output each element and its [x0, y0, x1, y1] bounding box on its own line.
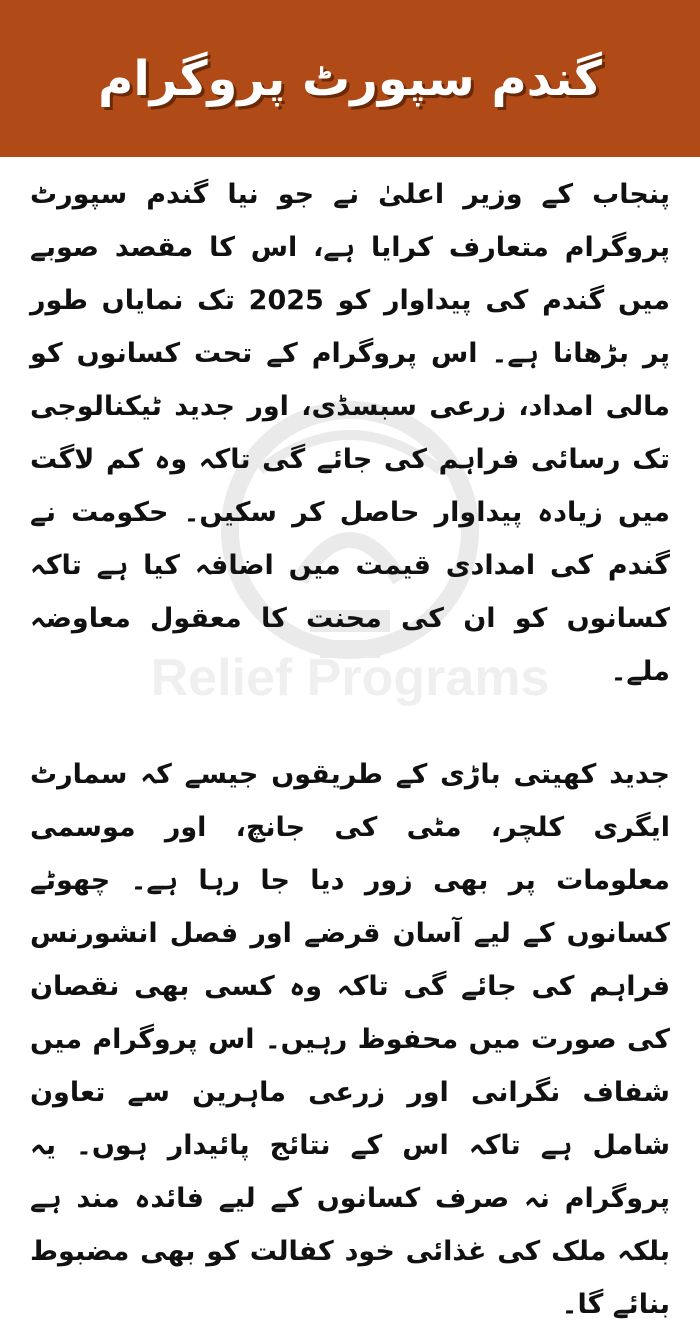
page-title: گندم سپورٹ پروگرام [98, 50, 602, 107]
article-body [30, 168, 670, 1331]
paragraph-1: پنجاب کے وزیر اعلیٰ نے جو نیا گندم سپورٹ پروگرام متعارف کرایا ہے، اس کا مقصد صوبے میں گندم کی پیداوار کو 2025 تک نمایاں طور پر بڑھانا ہے۔ اس پروگرام کے تحت کسانوں کو مالی امداد، زرعی سبسڈی، اور جدید ٹیکنالوجی تک رسائی فراہم کی جائے گی تاکہ وہ کم لاگت میں زیادہ پیداوار حاصل کر سکیں۔ حکومت نے گندم کی امدادی قیمت میں اضافہ کیا ہے تاکہ کسانوں کو ان کی محنت کا معقول معاوضہ ملے۔ [30, 179, 670, 687]
watermark-text: Relief Programs [150, 649, 550, 707]
paragraph-2: جدید کھیتی باڑی کے طریقوں جیسے کہ سمارٹ ایگری کلچر، مٹی کی جانچ، اور موسمی معلومات پر بھی زور دیا جا رہا ہے۔ چھوٹے کسانوں کے لیے آسان قرضے اور فصل انشورنس فراہم کی جائے گی تاکہ وہ کسی بھی نقصان کی صورت میں محفوظ رہیں۔ اس پروگرام میں شفاف نگرانی اور زرعی ماہرین سے تعاون شامل ہے تاکہ اس کے نتائج پائیدار ہوں۔ یہ پروگرام نہ صرف کسانوں کے لیے فائدہ مند ہے بلکہ ملک کی غذائی خود کفالت کو بھی مضبوط بنائے گا۔ [30, 759, 670, 1320]
title-banner [0, 0, 700, 157]
